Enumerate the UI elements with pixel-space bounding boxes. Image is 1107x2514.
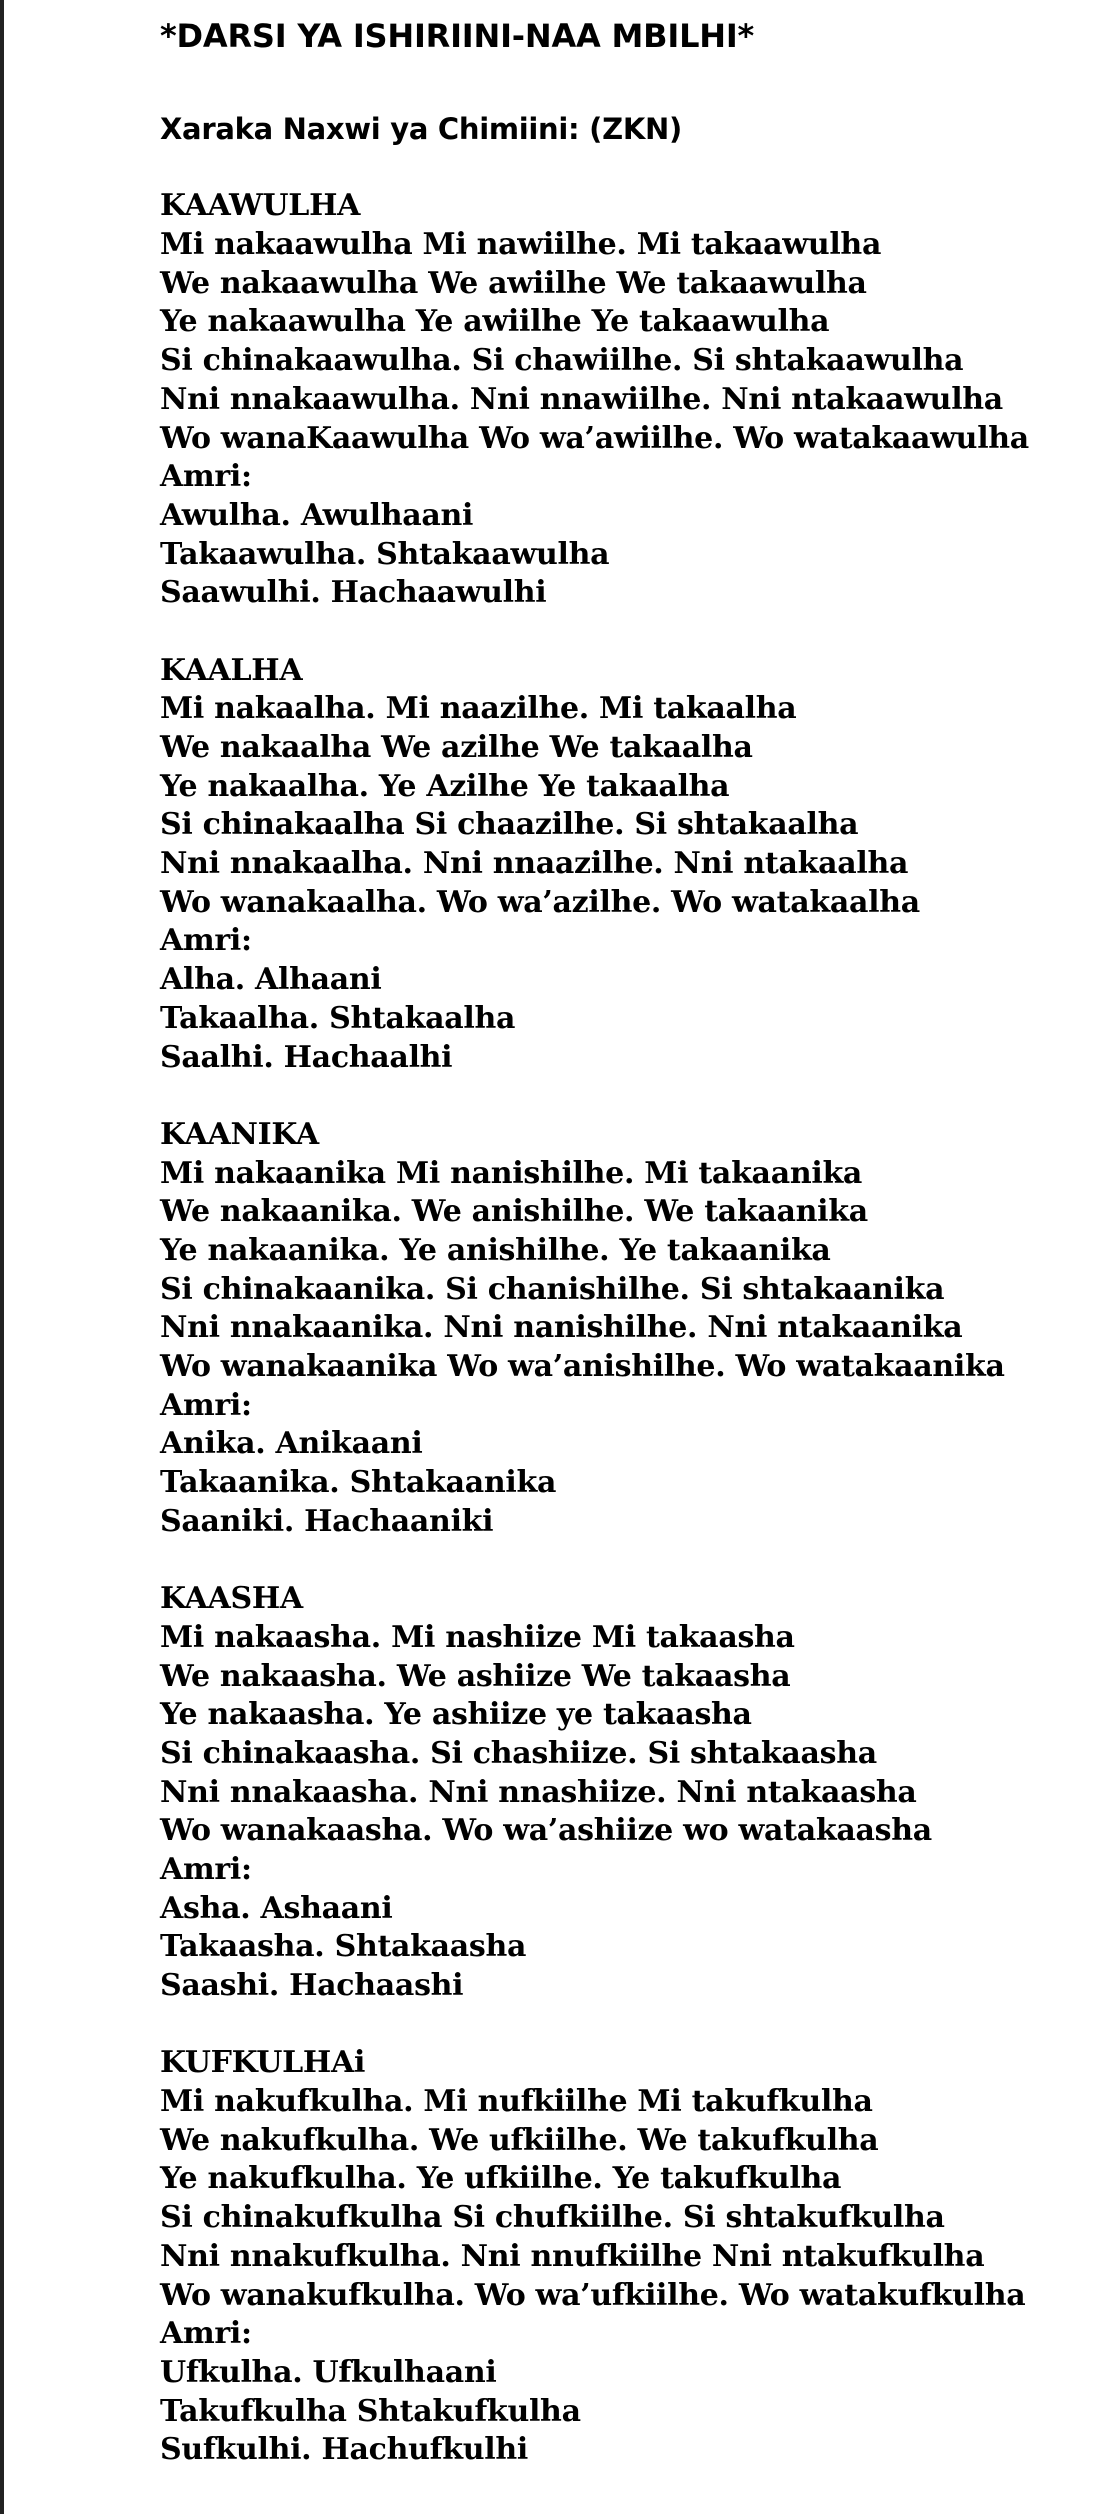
imperative-line: Alha. Alhaani	[160, 962, 382, 998]
conjugation-line: Nni nnakaawulha. Nni nnawiilhe. Nni ntakaawulha	[160, 381, 1003, 417]
conjugation-line: Wo wanakaalha. Wo wa’azilhe. Wo watakaalha	[160, 884, 920, 920]
conjugation-line: Nni nnakaanika. Nni nanishilhe. Nni ntakaanika	[160, 1310, 963, 1346]
section-heading: KAASHA	[160, 1581, 303, 1617]
conjugation-line: Mi nakufkulha. Mi nufkiilhe Mi takufkulha	[160, 2084, 873, 2120]
conjugation-line: Si chinakufkulha Si chufkiilhe. Si shtakufkulha	[160, 2200, 945, 2236]
document-content	[160, 14, 1090, 2470]
imperative-line: Takaasha. Shtakaasha	[160, 1929, 527, 1965]
conjugation-line: Si chinakaalha Si chaazilhe. Si shtakaalha	[160, 807, 859, 843]
conjugation-line: Si chinakaasha. Si chashiize. Si shtakaasha	[160, 1735, 877, 1771]
imperative-line: Takaalha. Shtakaalha	[160, 1000, 516, 1036]
verb-section	[160, 652, 1090, 1078]
conjugation-line: Wo wanakufkulha. Wo wa’ufkiilhe. Wo watakufkulha	[160, 2277, 1026, 2313]
verb-section	[160, 1116, 1090, 1542]
conjugation-line: Mi nakaasha. Mi nashiize Mi takaasha	[160, 1619, 795, 1655]
section-heading: KAAWULHA	[160, 188, 361, 224]
conjugation-line: We nakaawulha We awiilhe We takaawulha	[160, 265, 867, 301]
imperative-line: Ufkulha. Ufkulhaani	[160, 2354, 497, 2390]
imperative-line: Takaanika. Shtakaanika	[160, 1465, 557, 1501]
imperative-line: Saalhi. Hachaalhi	[160, 1039, 453, 1075]
conjugation-line: We nakaanika. We anishilhe. We takaanika	[160, 1194, 868, 1230]
conjugation-line: Ye nakufkulha. Ye ufkiilhe. Ye takufkulha	[160, 2161, 842, 2197]
imperative-line: Saaniki. Hachaaniki	[160, 1503, 494, 1539]
conjugation-line: Si chinakaawulha. Si chawiilhe. Si shtakaawulha	[160, 343, 964, 379]
conjugation-line: We nakaalha We azilhe We takaalha	[160, 730, 753, 766]
conjugation-line: Wo wanaKaawulha Wo wa’awiilhe. Wo watakaawulha	[160, 420, 1029, 456]
conjugation-line: We nakaasha. We ashiize We takaasha	[160, 1658, 791, 1694]
verb-section	[160, 187, 1090, 613]
conjugation-line: Ye nakaawulha Ye awiilhe Ye takaawulha	[160, 304, 830, 340]
conjugation-line: Nni nnakaasha. Nni nnashiize. Nni ntakaasha	[160, 1774, 917, 1810]
conjugation-line: Nni nnakufkulha. Nni nnufkiilhe Nni ntakufkulha	[160, 2238, 985, 2274]
section-heading: KAANIKA	[160, 1116, 319, 1152]
imperative-line: Saashi. Hachaashi	[160, 1968, 464, 2004]
document-title: *DARSI YA ISHIRIINI-NAA MBILHI*	[160, 17, 755, 55]
document-subtitle: Xaraka Naxwi ya Chimiini: (ZKN)	[160, 112, 682, 146]
conjugation-line: Nni nnakaalha. Nni nnaazilhe. Nni ntakaalha	[160, 846, 909, 882]
amri-label: Amri:	[160, 923, 252, 959]
sections-container	[160, 187, 1090, 2470]
conjugation-line: Si chinakaanika. Si chanishilhe. Si shtakaanika	[160, 1271, 945, 1307]
conjugation-line: Ye nakaanika. Ye anishilhe. Ye takaanika	[160, 1232, 831, 1268]
imperative-line: Sufkulhi. Hachufkulhi	[160, 2432, 528, 2468]
imperative-line: Anika. Anikaani	[160, 1426, 423, 1462]
conjugation-line: Mi nakaalha. Mi naazilhe. Mi takaalha	[160, 691, 797, 727]
amri-label: Amri:	[160, 459, 252, 495]
imperative-line: Awulha. Awulhaani	[160, 497, 474, 533]
verb-section	[160, 2044, 1090, 2470]
amri-label: Amri:	[160, 1851, 252, 1887]
imperative-line: Takufkulha Shtakufkulha	[160, 2393, 581, 2429]
imperative-line: Saawulhi. Hachaawulhi	[160, 575, 547, 611]
verb-section	[160, 1580, 1090, 2006]
conjugation-line: Ye nakaalha. Ye Azilhe Ye takaalha	[160, 768, 730, 804]
conjugation-line: Wo wanakaasha. Wo wa’ashiize wo watakaasha	[160, 1813, 932, 1849]
section-heading: KUFKULHAi	[160, 2045, 366, 2081]
section-heading: KAALHA	[160, 652, 303, 688]
amri-label: Amri:	[160, 2316, 252, 2352]
imperative-line: Asha. Ashaani	[160, 1890, 393, 1926]
amri-label: Amri:	[160, 1387, 252, 1423]
conjugation-line: Mi nakaanika Mi nanishilhe. Mi takaanika	[160, 1155, 863, 1191]
conjugation-line: We nakufkulha. We ufkiilhe. We takufkulha	[160, 2122, 879, 2158]
conjugation-line: Mi nakaawulha Mi nawiilhe. Mi takaawulha	[160, 227, 882, 263]
conjugation-line: Wo wanakaanika Wo wa’anishilhe. Wo watakaanika	[160, 1349, 1005, 1385]
conjugation-line: Ye nakaasha. Ye ashiize ye takaasha	[160, 1697, 752, 1733]
imperative-line: Takaawulha. Shtakaawulha	[160, 536, 610, 572]
